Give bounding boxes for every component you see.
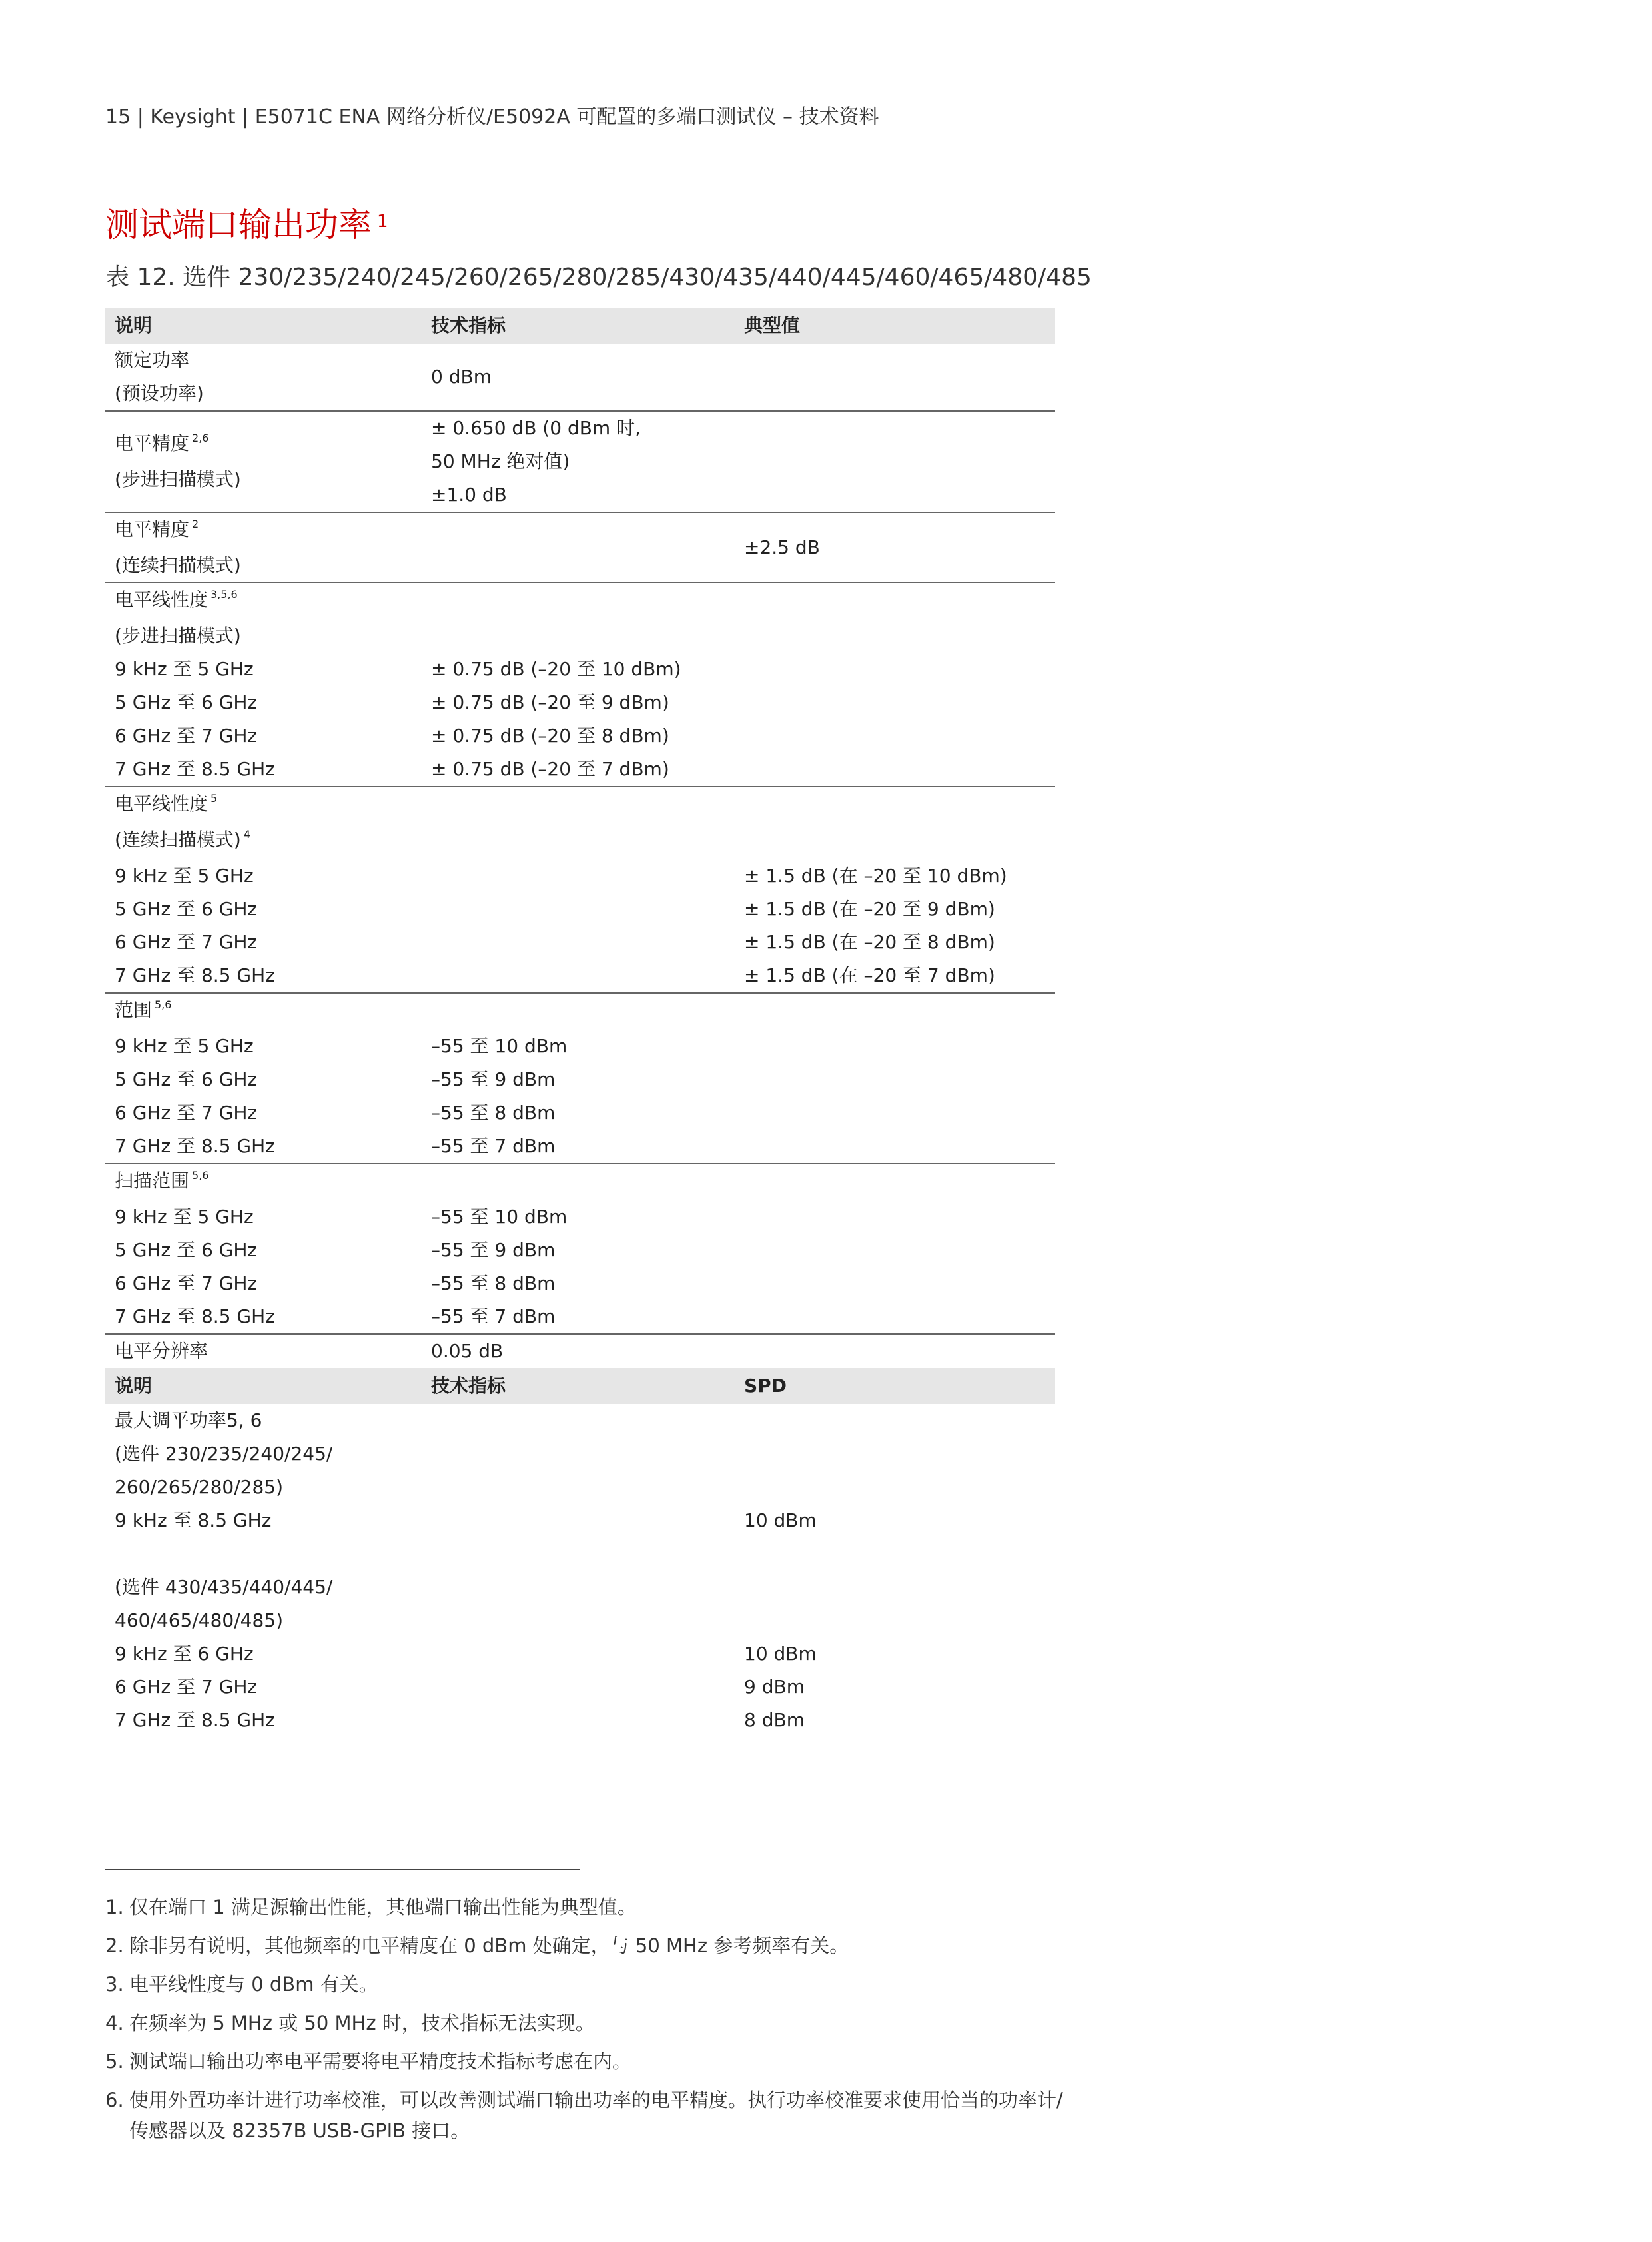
footnotes — [105, 1892, 1064, 2154]
table-row-resolution — [105, 1334, 1055, 1368]
header2-spd: SPD — [735, 1368, 1055, 1404]
table-row: 7 GHz 至 8.5 GHz ± 1.5 dB (在 –20 至 7 dBm) — [105, 959, 1055, 993]
table-row-sweep-range-title — [105, 1164, 1055, 1200]
table-row: 6 GHz 至 7 GHz ± 1.5 dB (在 –20 至 8 dBm) — [115, 931, 995, 953]
table-row-rated-power — [105, 344, 1055, 411]
table-row-level-accuracy-step — [105, 411, 1055, 512]
sweep-range-label: 扫描范围 $^{5,6}$ — [115, 1169, 209, 1192]
footnote-ref: 5,6 — [155, 998, 172, 1011]
linearity-step-label: 电平线性度 $^{3,5,6}$ (步进扫描模式) — [115, 588, 241, 647]
header2-spec: 技术指标 — [422, 1368, 735, 1404]
spec-table — [105, 308, 1055, 1737]
header2-description: 说明 — [105, 1368, 422, 1404]
header-spec: 技术指标 — [422, 308, 735, 344]
range-label: 范围 $^{5,6}$ — [115, 998, 172, 1021]
table-row: 9 kHz 至 5 GHz ± 1.5 dB (在 –20 至 10 dBm) — [115, 865, 1007, 887]
header-typical: 典型值 — [735, 308, 1055, 344]
rated-power-label: 额定功率 (预设功率) — [105, 344, 422, 411]
table-row: 7 GHz 至 8.5 GHz –55 至 7 dBm — [105, 1300, 1055, 1334]
table-row: 5 GHz 至 6 GHz ± 0.75 dB (–20 至 9 dBm) — [115, 691, 669, 713]
table-row-max-power-groupb: (选件 430/435/440/445/ 460/465/480/485) — [115, 1576, 333, 1631]
linearity-cont-label: 电平线性度 $^5$ (连续扫描模式) $^4$ — [115, 792, 251, 851]
footnote-item: 3. 电平线性度与 0 dBm 有关。 — [105, 1973, 378, 1996]
table-row: 7 GHz 至 8.5 GHz ± 0.75 dB (–20 至 7 dBm) — [105, 753, 1055, 787]
table-row-level-accuracy-cont — [105, 512, 1055, 583]
table-row: 6 GHz 至 7 GHz –55 至 8 dBm — [115, 1102, 556, 1124]
footnote-item: 1. 仅在端口 1 满足源输出性能，其他端口输出性能为典型值。 — [105, 1896, 637, 1918]
table-row-spacer — [105, 1537, 1055, 1571]
table-row-linearity-cont-title — [105, 787, 1055, 859]
footnote-item: 6. 使用外置功率计进行功率校准，可以改善测试端口输出功率的电平精度。执行功率校准要求使用恰当的功率计/传感器以及 82357B USB-GPIB 接口。 — [105, 2089, 1063, 2142]
header-description: 说明 — [105, 308, 422, 344]
section-title-footnote: 1 — [377, 212, 388, 232]
resolution-spec: 0.05 dB — [431, 1340, 504, 1362]
section-title-text: 测试端口输出功率 — [105, 206, 372, 244]
table-row: 5 GHz 至 6 GHz –55 至 9 dBm — [115, 1068, 556, 1090]
footnote-ref: 2,6 — [192, 432, 209, 444]
table-caption: 表 12. 选件 230/235/240/245/260/265/280/285/430/435/440/445/460/465/480/485 — [105, 264, 1092, 291]
table-header-row-2 — [105, 1368, 1055, 1404]
section-title — [105, 198, 388, 246]
footnote-ref: 4 — [243, 828, 251, 841]
page-header: 15 | Keysight | E5071C ENA 网络分析仪/E5092A 可配置的多端口测试仪 – 技术资料 — [105, 105, 879, 129]
table-row: 6 GHz 至 7 GHz –55 至 8 dBm — [115, 1272, 556, 1294]
table-row-max-power-title — [105, 1404, 1055, 1504]
level-accuracy-step-label: 电平精度 $^{2,6}$ (步进扫描模式) — [105, 411, 422, 512]
footnote-item: 5. 测试端口输出功率电平需要将电平精度技术指标考虑在内。 — [105, 2050, 632, 2073]
table-row: 9 kHz 至 8.5 GHz 10 dBm — [115, 1509, 817, 1531]
rated-power-typical — [735, 344, 1055, 411]
table-row: 5 GHz 至 6 GHz ± 1.5 dB (在 –20 至 9 dBm) — [115, 898, 995, 920]
footnote-divider — [105, 1869, 580, 1870]
footnote-ref: 2 — [192, 518, 199, 530]
max-power-label: 最大调平功率5, 6 (选件 230/235/240/245/ 260/265/280/285) — [115, 1409, 333, 1498]
footnote-ref: 5 — [210, 792, 218, 805]
footnote-ref: 3,5,6 — [210, 588, 238, 601]
footnote-item: 4. 在频率为 5 MHz 或 50 MHz 时，技术指标无法实现。 — [105, 2012, 595, 2034]
table-row: 9 kHz 至 5 GHz ± 0.75 dB (–20 至 10 dBm) — [115, 658, 681, 680]
table-row: 6 GHz 至 7 GHz 9 dBm — [115, 1676, 805, 1698]
level-accuracy-cont-typical: ±2.5 dB — [735, 512, 1055, 583]
table-row: 7 GHz 至 8.5 GHz –55 至 7 dBm — [105, 1130, 1055, 1164]
table-row: 6 GHz 至 7 GHz ± 0.75 dB (–20 至 8 dBm) — [115, 725, 669, 747]
table-row-range-title — [105, 993, 1055, 1030]
table-header-row — [105, 308, 1055, 344]
level-accuracy-step-spec: ± 0.650 dB (0 dBm 时, 50 MHz 绝对值) ±1.0 dB — [422, 411, 735, 512]
footnote-item: 2. 除非另有说明，其他频率的电平精度在 0 dBm 处确定，与 50 MHz 参考频率有关。 — [105, 1934, 849, 1957]
resolution-label: 电平分辨率 — [115, 1340, 208, 1362]
table-row: 5 GHz 至 6 GHz –55 至 9 dBm — [115, 1239, 556, 1261]
table-row-linearity-step-title — [105, 583, 1055, 653]
footnote-ref: 5,6 — [192, 1169, 209, 1182]
level-accuracy-cont-label: 电平精度 $^2$ (连续扫描模式) — [105, 512, 422, 583]
table-row: 9 kHz 至 5 GHz –55 至 10 dBm — [115, 1206, 568, 1228]
table-row: 9 kHz 至 5 GHz –55 至 10 dBm — [115, 1035, 568, 1057]
table-row: 7 GHz 至 8.5 GHz 8 dBm — [115, 1709, 805, 1731]
table-row: 9 kHz 至 6 GHz 10 dBm — [115, 1643, 817, 1665]
rated-power-spec: 0 dBm — [422, 344, 735, 411]
